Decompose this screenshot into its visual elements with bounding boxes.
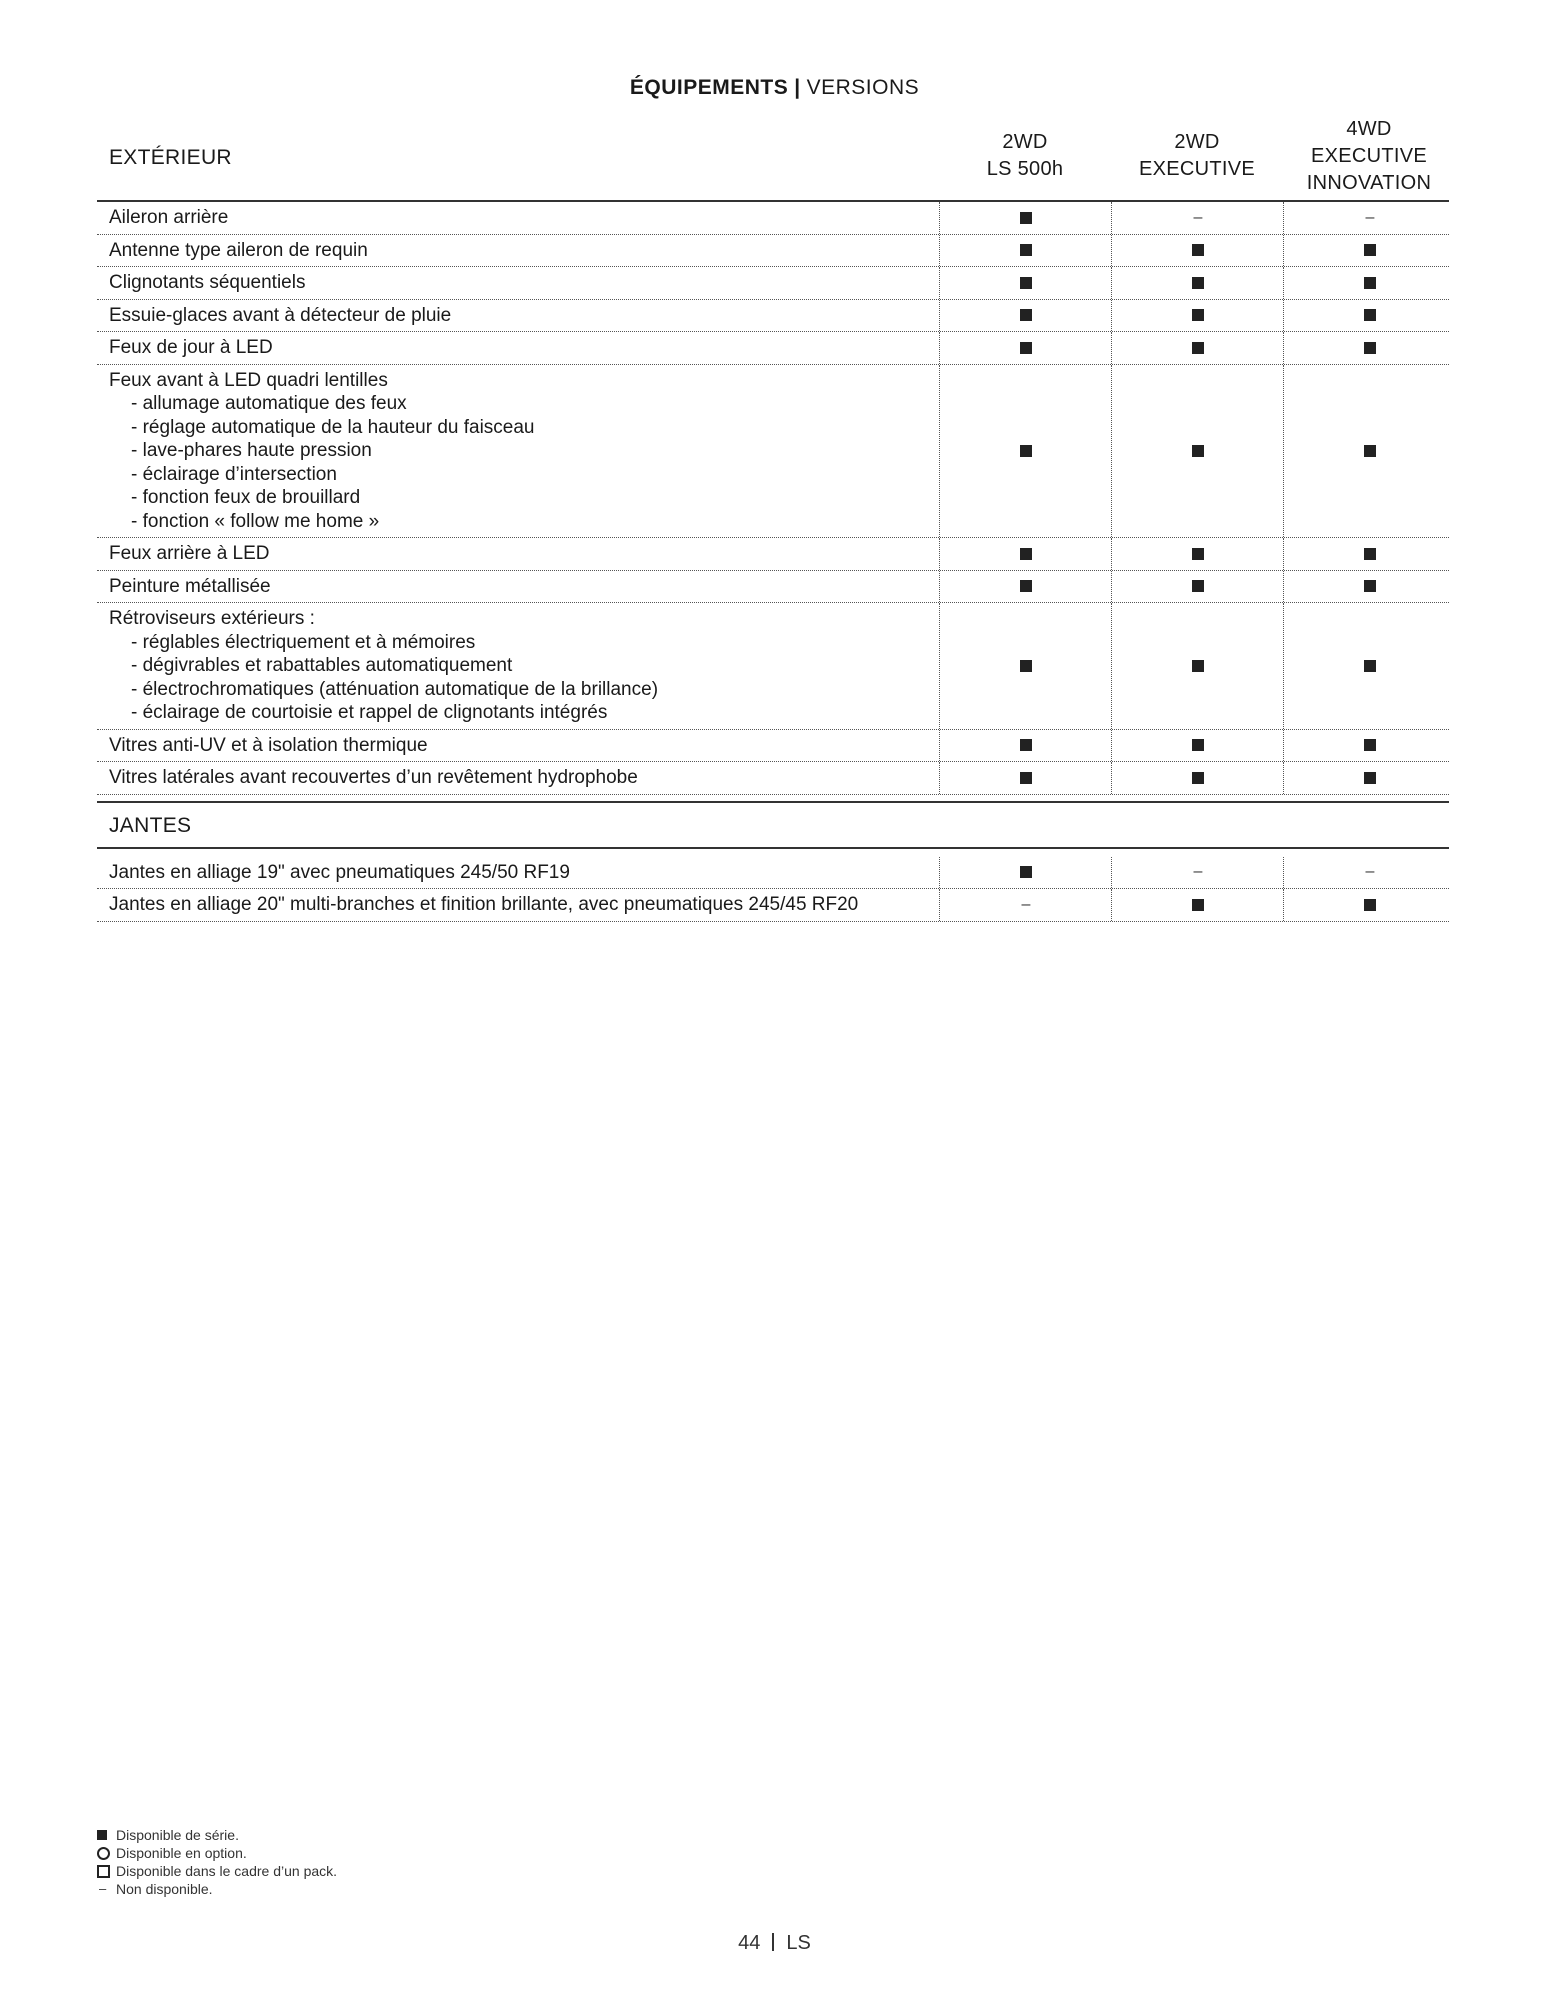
- availability-cell: [1283, 857, 1456, 889]
- table-row: [97, 571, 1449, 604]
- title-main: ÉQUIPEMENTS: [629, 76, 789, 99]
- row-label-text: Vitres anti-UV et à isolation thermique: [109, 734, 428, 756]
- table-row: [97, 857, 1449, 890]
- column-header-4wd-executive-innovation: [1283, 112, 1455, 200]
- filled-square-icon: [1364, 739, 1376, 751]
- availability-cell: [1111, 538, 1284, 570]
- title-sub: VERSIONS: [806, 76, 920, 99]
- availability-cell: [939, 332, 1112, 364]
- row-label-text: Antenne type aileron de requin: [109, 239, 368, 261]
- filled-square-icon: [1020, 548, 1032, 560]
- availability-cell: [1283, 332, 1456, 364]
- availability-cell: [1111, 857, 1284, 889]
- availability-cell: [1283, 571, 1456, 603]
- filled-square-icon: [1020, 772, 1032, 784]
- availability-cell: [1111, 332, 1284, 364]
- availability-cell: [1111, 365, 1284, 538]
- dash-icon: –: [1193, 863, 1203, 881]
- column-header-line: 2WD: [1174, 131, 1220, 153]
- table-row: [97, 267, 1449, 300]
- filled-square-icon: [1192, 309, 1204, 321]
- filled-square-icon: [1192, 445, 1204, 457]
- legend-text: Disponible en option.: [116, 1845, 247, 1861]
- row-sub-item: - éclairage d’intersection: [131, 463, 337, 485]
- availability-cell: [939, 730, 1112, 762]
- legend-text: Non disponible.: [116, 1881, 213, 1897]
- row-sub-item: - allumage automatique des feux: [131, 393, 407, 414]
- column-header-line: 4WD: [1346, 117, 1392, 140]
- filled-square-icon: [1020, 660, 1032, 672]
- column-header-line: INNOVATION: [1306, 171, 1432, 194]
- circle-icon: [97, 1847, 110, 1860]
- row-label-text: Feux avant à LED quadri lentilles: [109, 369, 388, 391]
- table-row: [97, 730, 1449, 763]
- legend-item: [97, 1826, 337, 1844]
- row-label-text: Feux arrière à LED: [109, 543, 270, 564]
- row-label: [97, 571, 945, 603]
- row-label-text: Clignotants séquentiels: [109, 272, 306, 293]
- table-row: [97, 300, 1449, 333]
- row-label: [97, 235, 945, 267]
- jantes-rows: [97, 857, 1449, 922]
- column-header-line: LS 500h: [986, 158, 1064, 180]
- availability-cell: [1283, 889, 1456, 921]
- availability-cell: [939, 365, 1112, 538]
- table-row: [97, 538, 1449, 571]
- row-sub-item: - fonction « follow me home »: [131, 510, 380, 532]
- availability-cell: [1111, 762, 1284, 794]
- page-footer: [0, 1932, 1549, 1955]
- availability-cell: [1283, 300, 1456, 332]
- table-row: [97, 202, 1449, 235]
- row-label-text: Jantes en alliage 20" multi-branches et finition brillante, avec pneumatiques 245/45 RF20: [109, 894, 859, 915]
- filled-square-icon: [1020, 342, 1032, 354]
- availability-cell: [939, 603, 1112, 729]
- table-row: [97, 762, 1449, 795]
- filled-square-icon: [1364, 580, 1376, 592]
- filled-square-icon: [1364, 772, 1376, 784]
- model-name: LS: [786, 1932, 811, 1954]
- filled-square-icon: [1192, 899, 1204, 911]
- availability-cell: [1283, 267, 1456, 299]
- column-header-2wd-executive: [1111, 112, 1283, 200]
- filled-square-icon: [1020, 739, 1032, 751]
- availability-cell: [1111, 571, 1284, 603]
- filled-square-icon: [1020, 580, 1032, 592]
- legend-text: Disponible de série.: [116, 1827, 239, 1843]
- exterieur-rows: [97, 202, 1449, 795]
- availability-cell: [939, 300, 1112, 332]
- legend-symbol: [97, 1847, 112, 1860]
- availability-cell: [939, 857, 1112, 889]
- availability-cell: [1283, 762, 1456, 794]
- column-header-line: EXECUTIVE: [1138, 158, 1256, 180]
- dash-icon: –: [1193, 208, 1203, 226]
- filled-square-icon: [1020, 866, 1032, 878]
- row-label-text: Feux de jour à LED: [109, 337, 273, 358]
- legend-symbol: [97, 1865, 112, 1878]
- legend: [97, 1826, 337, 1898]
- filled-square-icon: [1020, 309, 1032, 321]
- availability-cell: [1283, 603, 1456, 729]
- availability-cell: [939, 202, 1112, 234]
- row-label: [97, 202, 945, 234]
- title-separator: |: [794, 76, 801, 99]
- availability-cell: [939, 889, 1112, 921]
- availability-cell: [1111, 730, 1284, 762]
- filled-square-icon: [1364, 277, 1376, 289]
- availability-cell: [1283, 235, 1456, 267]
- filled-square-icon: [1192, 660, 1204, 672]
- exterieur-header: [97, 112, 1449, 202]
- row-label-text: Essuie-glaces avant à détecteur de pluie: [109, 304, 452, 326]
- legend-item: [97, 1880, 337, 1898]
- row-sub-item: - fonction feux de brouillard: [131, 487, 361, 508]
- availability-cell: [1283, 202, 1456, 234]
- row-label: [97, 365, 945, 538]
- filled-square-icon: [1192, 580, 1204, 592]
- column-header-line: EXECUTIVE: [1310, 144, 1428, 167]
- dash-icon: –: [1365, 863, 1375, 881]
- row-label: [97, 267, 945, 299]
- open-square-icon: [97, 1865, 110, 1878]
- page-title: [0, 76, 1549, 100]
- filled-square-icon: [1364, 899, 1376, 911]
- availability-cell: [1283, 730, 1456, 762]
- availability-cell: [939, 267, 1112, 299]
- filled-square-icon: [1020, 445, 1032, 457]
- row-sub-item: - réglables électriquement et à mémoires: [131, 631, 476, 653]
- column-header-line: 2WD: [1002, 131, 1048, 153]
- filled-square-icon: [1364, 244, 1376, 256]
- row-sub-item: - dégivrables et rabattables automatiquement: [131, 655, 513, 676]
- row-label: [97, 762, 945, 794]
- filled-square-icon: [1020, 244, 1032, 256]
- table-row: [97, 235, 1449, 268]
- filled-square-icon: [1364, 660, 1376, 672]
- dash-icon: –: [1021, 895, 1031, 913]
- legend-item: [97, 1862, 337, 1880]
- filled-square-icon: [1192, 342, 1204, 354]
- table-row: [97, 365, 1449, 539]
- filled-square-icon: [1192, 548, 1204, 560]
- filled-square-icon: [1020, 277, 1032, 289]
- availability-cell: [1111, 267, 1284, 299]
- section-title-jantes: JANTES: [109, 813, 192, 837]
- availability-cell: [1283, 538, 1456, 570]
- table-row: [97, 889, 1449, 922]
- legend-symbol: [97, 1830, 112, 1840]
- dash-icon: –: [99, 1881, 107, 1896]
- column-header-2wd-ls500h: [939, 112, 1111, 200]
- dash-icon: –: [1365, 208, 1375, 226]
- filled-square-icon: [1192, 772, 1204, 784]
- row-label-text: Aileron arrière: [109, 207, 229, 228]
- row-sub-item: - réglage automatique de la hauteur du faisceau: [131, 416, 535, 438]
- filled-square-icon: [97, 1830, 107, 1840]
- availability-cell: [1111, 300, 1284, 332]
- filled-square-icon: [1364, 445, 1376, 457]
- row-sub-item: - lave-phares haute pression: [131, 440, 372, 461]
- availability-cell: [1111, 889, 1284, 921]
- row-label-text: Vitres latérales avant recouvertes d’un revêtement hydrophobe: [109, 767, 638, 788]
- row-label-text: Jantes en alliage 19" avec pneumatiques 245/50 RF19: [109, 861, 570, 883]
- row-label-text: Rétroviseurs extérieurs :: [109, 608, 315, 629]
- availability-cell: [939, 235, 1112, 267]
- availability-cell: [939, 571, 1112, 603]
- footer-separator: [772, 1933, 774, 1951]
- row-label: [97, 730, 945, 762]
- jantes-header: [97, 801, 1449, 849]
- row-label: [97, 889, 945, 921]
- table-row: [97, 332, 1449, 365]
- filled-square-icon: [1192, 277, 1204, 289]
- row-sub-item: - éclairage de courtoisie et rappel de clignotants intégrés: [131, 702, 608, 723]
- row-label: [97, 538, 945, 570]
- filled-square-icon: [1020, 212, 1032, 224]
- row-label-text: Peinture métallisée: [109, 575, 271, 597]
- page-number: 44: [738, 1932, 761, 1954]
- filled-square-icon: [1364, 309, 1376, 321]
- filled-square-icon: [1192, 244, 1204, 256]
- equipment-table: [97, 112, 1449, 922]
- table-row: [97, 603, 1449, 730]
- legend-symbol: [97, 1880, 112, 1898]
- row-sub-item: - électrochromatiques (atténuation automatique de la brillance): [131, 678, 659, 700]
- row-label: [97, 603, 945, 729]
- legend-text: Disponible dans le cadre d’un pack.: [116, 1863, 338, 1879]
- row-label: [97, 857, 945, 889]
- row-label: [97, 332, 945, 364]
- availability-cell: [939, 538, 1112, 570]
- filled-square-icon: [1192, 739, 1204, 751]
- filled-square-icon: [1364, 342, 1376, 354]
- filled-square-icon: [1364, 548, 1376, 560]
- availability-cell: [1111, 235, 1284, 267]
- row-label: [97, 300, 945, 332]
- availability-cell: [939, 762, 1112, 794]
- availability-cell: [1283, 365, 1456, 538]
- availability-cell: [1111, 603, 1284, 729]
- legend-item: [97, 1844, 337, 1862]
- availability-cell: [1111, 202, 1284, 234]
- section-title-exterieur: EXTÉRIEUR: [109, 146, 232, 169]
